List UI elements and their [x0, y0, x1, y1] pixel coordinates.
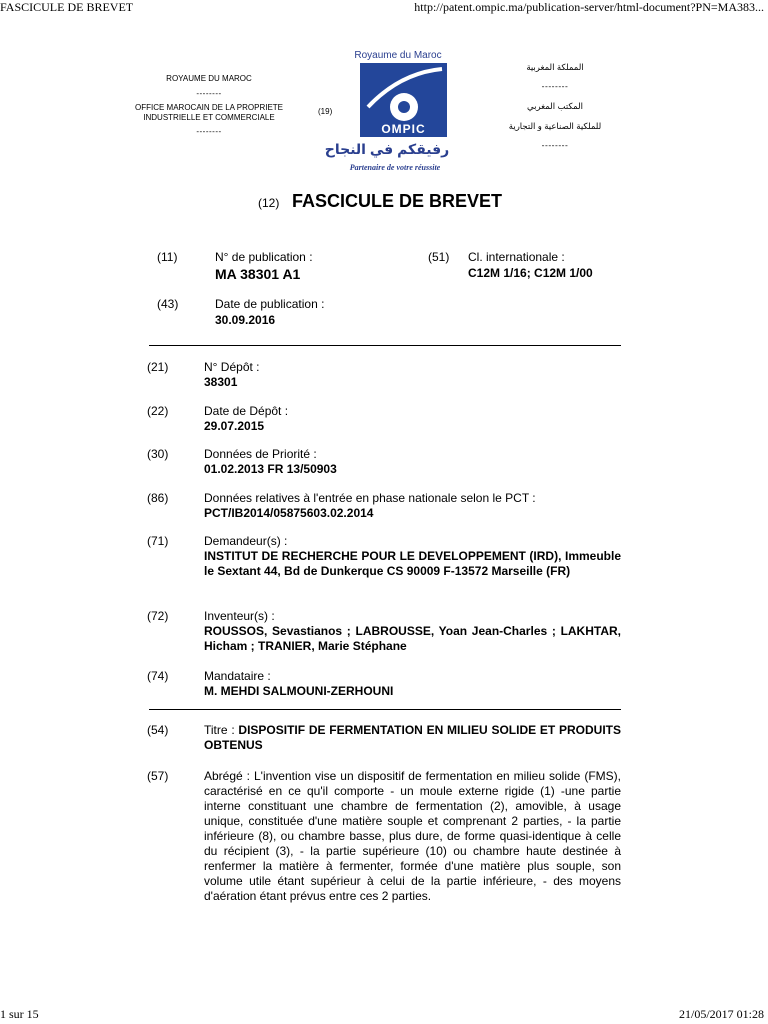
title-field-label: Titre : — [204, 723, 235, 737]
print-header-title: FASCICULE DE BREVET — [0, 0, 134, 14]
priority-value: 01.02.2013 FR 13/50903 — [204, 462, 337, 476]
ar-dash-1: -------- — [541, 81, 569, 91]
deposit-no-value: 38301 — [204, 375, 238, 389]
fr-dash-1: -------- — [196, 88, 222, 98]
pct-code: (86) — [147, 491, 169, 505]
applicant-code: (71) — [147, 534, 169, 548]
deposit-date-label: Date de Dépôt : — [204, 404, 289, 418]
ar-office-line-2: للملكية الصناعية و التجارية — [508, 121, 602, 131]
logo-tagline: Partenaire de votre réussite — [349, 163, 441, 172]
abstract-field — [204, 769, 621, 904]
pub-no-code: (11) — [157, 250, 178, 264]
pub-date-label: Date de publication : — [215, 297, 325, 311]
inventors-field — [204, 609, 621, 654]
inventors-code: (72) — [147, 609, 169, 623]
agent-field — [204, 669, 621, 699]
title-code: (12) — [258, 196, 280, 210]
pub-no-value: MA 38301 A1 — [215, 266, 301, 282]
print-footer-page-count: 1 sur 15 — [0, 1007, 39, 1021]
title-field-value: DISPOSITIF DE FERMENTATION EN MILIEU SOLIDE ET PRODUITS OBTENUS — [204, 723, 621, 752]
code-19: (19) — [318, 107, 333, 116]
agent-code: (74) — [147, 669, 169, 683]
agent-value: M. MEHDI SALMOUNI-ZERHOUNI — [204, 684, 394, 698]
deposit-no-code: (21) — [147, 360, 169, 374]
deposit-date-field — [204, 404, 621, 434]
divider-2 — [149, 709, 621, 710]
ompic-logo — [360, 63, 447, 137]
applicant-label: Demandeur(s) : — [204, 534, 288, 548]
pct-field — [204, 491, 621, 521]
logo-kingdom: Royaume du Maroc — [354, 50, 442, 61]
logo-brand: OMPIC — [381, 122, 426, 136]
priority-label: Données de Priorité : — [204, 447, 317, 461]
inventors-value: ROUSSOS, Sevastianos ; LABROUSSE, Yoan Jean-Charles ; LAKHTAR, Hicham ; TRANIER, Marie Stéphane — [204, 624, 621, 653]
fr-dash-2: -------- — [196, 127, 222, 136]
abstract-code: (57) — [147, 769, 169, 783]
pct-label: Données relatives à l'entrée en phase nationale selon le PCT : — [204, 491, 536, 505]
ar-office-line-1: المكتب المغربي — [527, 101, 583, 111]
deposit-date-value: 29.07.2015 — [204, 419, 265, 433]
print-header-url[interactable]: http://patent.ompic.ma/publication-server/html-document?PN=MA383... — [414, 0, 764, 14]
class-value: C12M 1/16; C12M 1/00 — [468, 266, 593, 280]
pct-value: PCT/IB2014/05875603.02.2014 — [204, 506, 374, 520]
deposit-no-label: N° Dépôt : — [204, 360, 260, 374]
letterhead-ar — [490, 62, 620, 150]
abstract-label: Abrégé : — [204, 769, 251, 783]
title-field-code: (54) — [147, 723, 169, 737]
print-footer-timestamp: 21/05/2017 01:28 — [678, 1007, 764, 1021]
ompic-emblem-icon — [360, 63, 447, 137]
document-title: FASCICULE DE BREVET — [292, 191, 503, 211]
ar-dash-2: -------- — [541, 140, 569, 150]
ar-kingdom: المملكة المغربية — [526, 62, 584, 72]
applicant-field — [204, 534, 621, 579]
pub-date-value: 30.09.2016 — [215, 313, 276, 327]
abstract-value: L'invention vise un dispositif de fermentation en milieu solide (FMS), caractérisé en ce qu'il comporte - un moule externe rigide (1) -une partie interne constituant une chambre de fermentation (2), amovible, à usage unique, constituée d'une matière souple et comprenant 2 parties, - la partie inférieure (8), ou chambre basse, plus dure, de forme quasi-identique à celle du récipient (3), - la partie supérieure (10) ou chambre haute destinée à renfermer la matière à fermenter, formée d'une matière plus souple, son volume utile étant supérieur à celui de la partie inférieure, - des moyens d'aération étant prévus entre ces 2 parties. — [204, 769, 621, 903]
agent-label: Mandataire : — [204, 669, 271, 683]
class-code: (51) — [428, 250, 450, 264]
letterhead-fr — [122, 74, 296, 137]
inventors-label: Inventeur(s) : — [204, 609, 275, 623]
deposit-date-code: (22) — [147, 404, 169, 418]
fr-office-line-1: OFFICE MAROCAIN DE LA PROPRIETE — [134, 103, 284, 112]
applicant-value: INSTITUT DE RECHERCHE POUR LE DEVELOPPEMENT (IRD), Immeuble le Sextant 44, Bd de Dunkerque CS 90009 F-13572 Marseille (FR) — [204, 549, 621, 578]
pub-no-label: N° de publication : — [215, 250, 313, 264]
title-field — [204, 723, 621, 753]
priority-field — [204, 447, 621, 477]
fr-kingdom: ROYAUME DU MAROC — [166, 74, 252, 83]
fr-office-line-2: INDUSTRIELLE ET COMMERCIALE — [143, 112, 275, 122]
priority-code: (30) — [147, 447, 169, 461]
pub-date-code: (43) — [157, 297, 179, 311]
deposit-no-field — [204, 360, 621, 390]
divider-1 — [149, 345, 621, 346]
logo-arabic-slogan: رفيقكم في النجاح — [324, 141, 450, 157]
class-label: Cl. internationale : — [468, 250, 565, 264]
